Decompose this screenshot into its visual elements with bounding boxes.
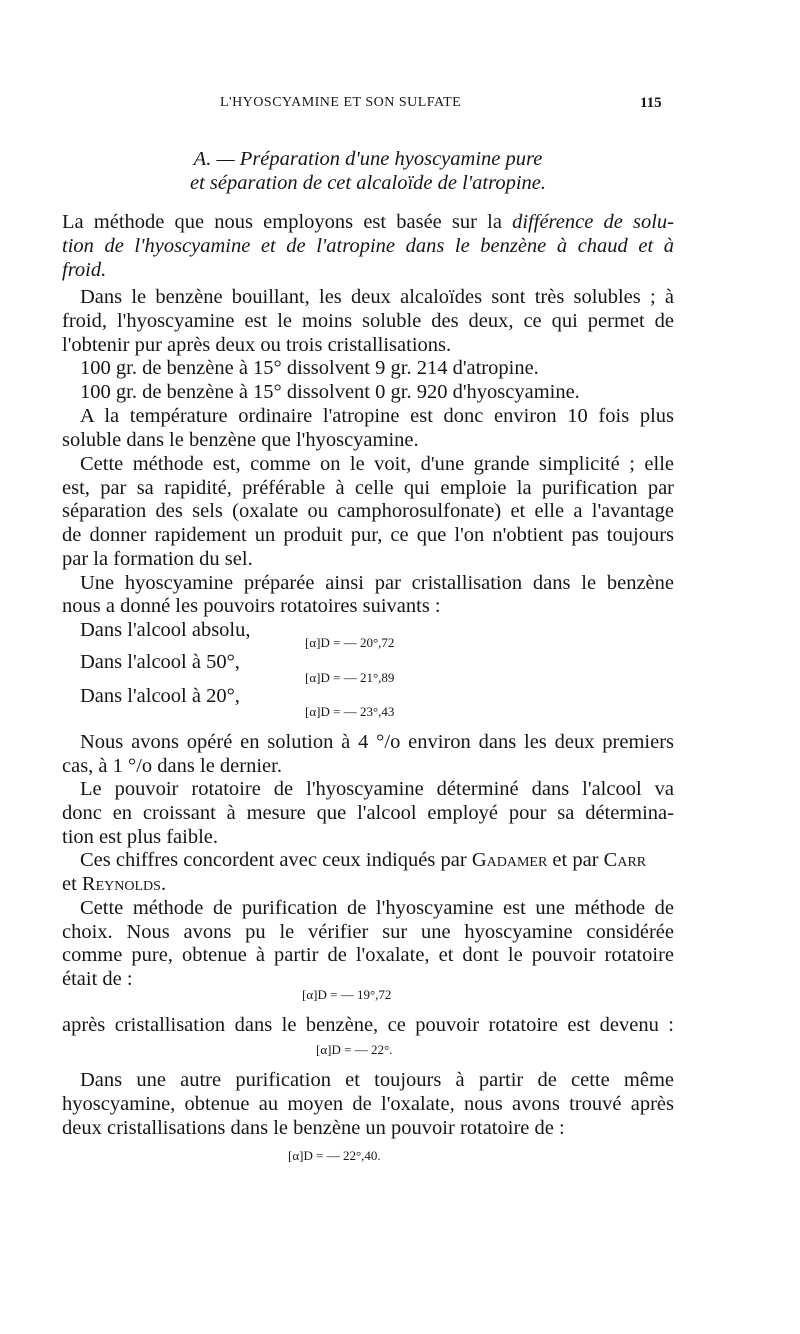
solubility-atropine: 100 gr. de benzène à 15° dissolvent 9 gr. 214 d'atropine. xyxy=(80,357,539,379)
rotation-label-alcohol-50: Dans l'alcool à 50°, xyxy=(80,651,240,673)
rotation-value-second-purification: [α]D = — 22°,40. xyxy=(288,1148,381,1163)
paragraph-4-line-4: de donner rapidement un produit pur, ce que l'on n'obtient pas toujours xyxy=(62,524,674,546)
paragraph-7-line-2: donc en croissant à mesure que l'alcool employé pour sa détermina- xyxy=(62,802,674,824)
paragraph-1-line-1: La méthode que nous employons est basée sur la différence de solu- xyxy=(62,211,674,233)
paragraph-8-line-1: Ces chiffres concordent avec ceux indiqués par Gadamer et par Carr xyxy=(80,849,647,871)
author-gadamer: Gadamer xyxy=(471,849,548,871)
paragraph-2-line-1: Dans le benzène bouillant, les deux alcaloïdes sont très solubles ; à xyxy=(80,286,674,308)
paragraph-3-line-1: A la température ordinaire l'atropine est donc environ 10 fois plus xyxy=(80,405,674,427)
running-header-title: L'HYOSCYAMINE ET SON SULFATE xyxy=(220,95,462,110)
section-heading-line-1: A. — Préparation d'une hyoscyamine pure xyxy=(193,148,543,170)
solubility-hyoscyamine: 100 gr. de benzène à 15° dissolvent 0 gr. 920 d'hyoscyamine. xyxy=(80,381,580,403)
section-heading-line-2: et séparation de cet alcaloïde de l'atropine. xyxy=(189,172,547,194)
rotation-value-alcohol-20: [α]D = — 23°,43 xyxy=(305,704,395,719)
paragraph-9-line-1: Cette méthode de purification de l'hyoscyamine est une méthode de xyxy=(80,897,674,919)
paragraph-7-line-1: Le pouvoir rotatoire de l'hyoscyamine déterminé dans l'alcool va xyxy=(80,778,674,800)
rotation-value-alcohol-50: [α]D = — 21°,89 xyxy=(305,670,395,685)
paragraph-6-line-1: Nous avons opéré en solution à 4 °/o environ dans les deux premiers xyxy=(80,731,674,753)
paragraph-9-line-2: choix. Nous avons pu le vérifier sur une hyoscyamine considérée xyxy=(62,921,674,943)
paragraph-4-line-5: par la formation du sel. xyxy=(62,548,253,570)
paragraph-5-line-2: nous a donné les pouvoirs rotatoires suivants : xyxy=(62,595,441,617)
paragraph-9-line-5: après cristallisation dans le benzène, ce pouvoir rotatoire est devenu : xyxy=(62,1014,674,1036)
paragraph-4-line-1: Cette méthode est, comme on le voit, d'une grande simplicité ; elle xyxy=(80,453,674,475)
author-carr: Carr xyxy=(603,849,647,871)
paragraph-10-line-2: hyoscyamine, obtenue au moyen de l'oxalate, nous avons trouvé après xyxy=(62,1093,674,1115)
paragraph-6-line-2: cas, à 1 °/o dans le dernier. xyxy=(62,755,282,777)
paragraph-9-line-4: était de : xyxy=(62,968,133,990)
rotation-label-absolute-alcohol: Dans l'alcool absolu, xyxy=(80,619,251,641)
paragraph-4-line-3: séparation des sels (oxalate ou camphorosulfonate) et elle a l'avantage xyxy=(62,500,674,522)
paragraph-7-line-3: tion est plus faible. xyxy=(62,826,219,848)
author-reynolds: Reynolds xyxy=(81,873,161,895)
rotation-value-before: [α]D = — 19°,72 xyxy=(302,987,392,1002)
paragraph-8-line-2: et Reynolds. xyxy=(62,873,167,895)
page-number: 115 xyxy=(640,95,662,111)
paragraph-10-line-1: Dans une autre purification et toujours à partir de cette même xyxy=(80,1069,674,1091)
paragraph-4-line-2: est, par sa rapidité, préférable à celle qui emploie la purification par xyxy=(62,477,674,499)
paragraph-3-line-2: soluble dans le benzène que l'hyoscyamine. xyxy=(62,429,419,451)
paragraph-1-line-2: tion de l'hyoscyamine et de l'atropine dans le benzène à chaud et à xyxy=(62,235,674,257)
paragraph-2-line-2: froid, l'hyoscyamine est le moins soluble des deux, ce qui permet de xyxy=(62,310,674,332)
rotation-value-after: [α]D = — 22°. xyxy=(316,1042,393,1057)
paragraph-2-line-3: l'obtenir pur après deux ou trois cristallisations. xyxy=(62,334,452,356)
paragraph-1-line-3: froid. xyxy=(62,259,107,281)
rotation-label-alcohol-20: Dans l'alcool à 20°, xyxy=(80,685,240,707)
paragraph-10-line-3: deux cristallisations dans le benzène un pouvoir rotatoire de : xyxy=(62,1117,565,1139)
rotation-value-absolute-alcohol: [α]D = — 20°,72 xyxy=(305,635,395,650)
paragraph-9-line-3: comme pure, obtenue à partir de l'oxalate, et dont le pouvoir rotatoire xyxy=(62,944,674,966)
paragraph-5-line-1: Une hyoscyamine préparée ainsi par cristallisation dans le benzène xyxy=(80,572,674,594)
